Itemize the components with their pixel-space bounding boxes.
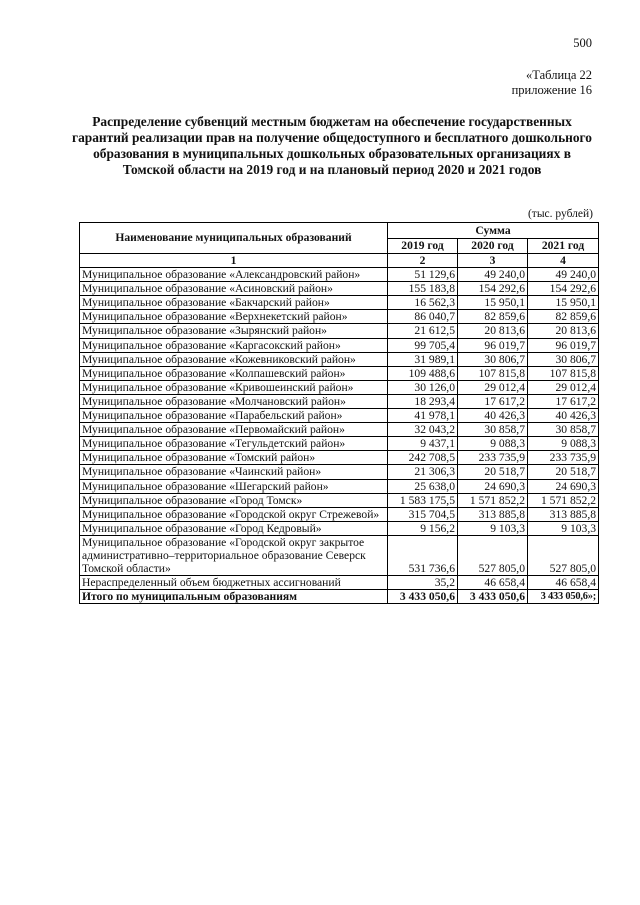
table-row xyxy=(80,423,599,437)
amount-2021: 313 885,8 xyxy=(528,507,599,521)
amount-2021: 49 240,0 xyxy=(528,268,599,282)
amount-2021: 15 950,1 xyxy=(528,296,599,310)
amount-2019: 99 705,4 xyxy=(388,338,458,352)
table-row xyxy=(80,324,599,338)
amount-2019: 21 306,3 xyxy=(388,465,458,479)
amount-2020: 46 658,4 xyxy=(458,576,528,590)
municipality-name: Муниципальное образование «Александровский район» xyxy=(80,268,388,282)
table-row xyxy=(80,437,599,451)
amount-2019: 35,2 xyxy=(388,576,458,590)
municipality-name: Нераспределенный объем бюджетных ассигнований xyxy=(80,576,388,590)
attachment-reference xyxy=(512,68,592,98)
amount-2019: 41 978,1 xyxy=(388,409,458,423)
table-row xyxy=(80,479,599,493)
table-row xyxy=(80,535,599,575)
amount-2021: 20 813,6 xyxy=(528,324,599,338)
amount-2021: 30 806,7 xyxy=(528,352,599,366)
amount-2021: 82 859,6 xyxy=(528,310,599,324)
header-year-2020: 2020 год xyxy=(458,238,528,254)
total-2019: 3 433 050,6 xyxy=(388,590,458,604)
amount-2021: 96 019,7 xyxy=(528,338,599,352)
amount-2019: 30 126,0 xyxy=(388,380,458,394)
amount-2019: 16 562,3 xyxy=(388,296,458,310)
header-year-2021: 2021 год xyxy=(528,238,599,254)
amount-2020: 1 571 852,2 xyxy=(458,493,528,507)
amount-2020: 82 859,6 xyxy=(458,310,528,324)
amount-2020: 96 019,7 xyxy=(458,338,528,352)
amount-2019: 18 293,4 xyxy=(388,394,458,408)
amount-2021: 20 518,7 xyxy=(528,465,599,479)
amount-2019: 315 704,5 xyxy=(388,507,458,521)
table-row xyxy=(80,296,599,310)
municipality-name: Муниципальное образование «Город Томск» xyxy=(80,493,388,507)
amount-2020: 40 426,3 xyxy=(458,409,528,423)
municipality-name: Муниципальное образование «Каргасокский район» xyxy=(80,338,388,352)
table-row xyxy=(80,268,599,282)
municipality-name: Муниципальное образование «Томский район» xyxy=(80,451,388,465)
total-2021: 3 433 050,6»; xyxy=(528,590,599,604)
subvention-table xyxy=(79,222,599,604)
amount-2019: 1 583 175,5 xyxy=(388,493,458,507)
amount-2019: 32 043,2 xyxy=(388,423,458,437)
amount-2019: 9 437,1 xyxy=(388,437,458,451)
amount-2020: 527 805,0 xyxy=(458,535,528,575)
total-label: Итого по муниципальным образованиям xyxy=(80,590,388,604)
municipality-name: Муниципальное образование «Бакчарский район» xyxy=(80,296,388,310)
amount-2020: 233 735,9 xyxy=(458,451,528,465)
municipality-name: Муниципальное образование «Асиновский район» xyxy=(80,282,388,296)
amount-2021: 29 012,4 xyxy=(528,380,599,394)
total-2020: 3 433 050,6 xyxy=(458,590,528,604)
header-municipality: Наименование муниципальных образований xyxy=(80,223,388,254)
amount-2021: 154 292,6 xyxy=(528,282,599,296)
table-row xyxy=(80,465,599,479)
table-row xyxy=(80,451,599,465)
column-number-3: 3 xyxy=(458,254,528,268)
amount-2020: 29 012,4 xyxy=(458,380,528,394)
amount-2019: 109 488,6 xyxy=(388,366,458,380)
amount-2021: 17 617,2 xyxy=(528,394,599,408)
amount-2021: 527 805,0 xyxy=(528,535,599,575)
municipality-name: Муниципальное образование «Шегарский район» xyxy=(80,479,388,493)
table-row xyxy=(80,380,599,394)
table-row xyxy=(80,338,599,352)
amount-2021: 46 658,4 xyxy=(528,576,599,590)
amount-2020: 49 240,0 xyxy=(458,268,528,282)
amount-2020: 154 292,6 xyxy=(458,282,528,296)
table-row xyxy=(80,521,599,535)
table-row xyxy=(80,352,599,366)
municipality-name: Муниципальное образование «Зырянский район» xyxy=(80,324,388,338)
municipality-name: Муниципальное образование «Парабельский район» xyxy=(80,409,388,423)
amount-2020: 20 813,6 xyxy=(458,324,528,338)
municipality-name: Муниципальное образование «Первомайский район» xyxy=(80,423,388,437)
amount-2019: 25 638,0 xyxy=(388,479,458,493)
municipality-name: Муниципальное образование «Молчановский район» xyxy=(80,394,388,408)
amount-2019: 242 708,5 xyxy=(388,451,458,465)
header-year-2019: 2019 год xyxy=(388,238,458,254)
column-number-2: 2 xyxy=(388,254,458,268)
table-row xyxy=(80,282,599,296)
municipality-name: Муниципальное образование «Городской округ Стрежевой» xyxy=(80,507,388,521)
amount-2019: 155 183,8 xyxy=(388,282,458,296)
municipality-name: Муниципальное образование «Город Кедровый» xyxy=(80,521,388,535)
column-number-1: 1 xyxy=(80,254,388,268)
amount-2021: 1 571 852,2 xyxy=(528,493,599,507)
municipality-name: Муниципальное образование «Колпашевский район» xyxy=(80,366,388,380)
municipality-name: Муниципальное образование «Кожевниковский район» xyxy=(80,352,388,366)
page-number: 500 xyxy=(573,36,592,50)
table-row xyxy=(80,366,599,380)
total-row xyxy=(80,590,599,604)
municipality-name: Муниципальное образование «Кривошеинский район» xyxy=(80,380,388,394)
table-row xyxy=(80,507,599,521)
column-number-4: 4 xyxy=(528,254,599,268)
amount-2021: 9 088,3 xyxy=(528,437,599,451)
amount-2021: 30 858,7 xyxy=(528,423,599,437)
amount-2020: 24 690,3 xyxy=(458,479,528,493)
amount-2021: 233 735,9 xyxy=(528,451,599,465)
amount-2021: 9 103,3 xyxy=(528,521,599,535)
amount-2019: 86 040,7 xyxy=(388,310,458,324)
amount-2020: 30 858,7 xyxy=(458,423,528,437)
units-label: (тыс. рублей) xyxy=(527,208,593,220)
table-row xyxy=(80,576,599,590)
amount-2020: 17 617,2 xyxy=(458,394,528,408)
amount-2019: 531 736,6 xyxy=(388,535,458,575)
amount-2020: 15 950,1 xyxy=(458,296,528,310)
amount-2020: 9 103,3 xyxy=(458,521,528,535)
table-row xyxy=(80,394,599,408)
municipality-name: Муниципальное образование «Чаинский район» xyxy=(80,465,388,479)
header-sum: Сумма xyxy=(388,223,599,239)
document-title: Распределение субвенций местным бюджетам на обеспечение государственных гарантий реализации прав на получение общедоступного и бесплатного дошкольного образования в муниципальных дошкольных образовательных организациях в Томской области на 2019 год и на плановый период 2020 и 2021 годов xyxy=(72,114,592,177)
amount-2021: 24 690,3 xyxy=(528,479,599,493)
amount-2020: 107 815,8 xyxy=(458,366,528,380)
amount-2020: 9 088,3 xyxy=(458,437,528,451)
amount-2021: 107 815,8 xyxy=(528,366,599,380)
amount-2019: 21 612,5 xyxy=(388,324,458,338)
amount-2019: 9 156,2 xyxy=(388,521,458,535)
table-body xyxy=(80,268,599,590)
amount-2020: 313 885,8 xyxy=(458,507,528,521)
amount-2020: 20 518,7 xyxy=(458,465,528,479)
municipality-name: Муниципальное образование «Городской округ закрытое административно–территориальное образование Северск Томской области» xyxy=(80,535,388,575)
table-row xyxy=(80,310,599,324)
table-reference: «Таблица 22 xyxy=(526,68,592,82)
table-row xyxy=(80,409,599,423)
municipality-name: Муниципальное образование «Тегульдетский район» xyxy=(80,437,388,451)
municipality-name: Муниципальное образование «Верхнекетский район» xyxy=(80,310,388,324)
table-row xyxy=(80,493,599,507)
amount-2020: 30 806,7 xyxy=(458,352,528,366)
amount-2019: 31 989,1 xyxy=(388,352,458,366)
annex-reference: приложение 16 xyxy=(511,83,592,97)
amount-2021: 40 426,3 xyxy=(528,409,599,423)
amount-2019: 51 129,6 xyxy=(388,268,458,282)
